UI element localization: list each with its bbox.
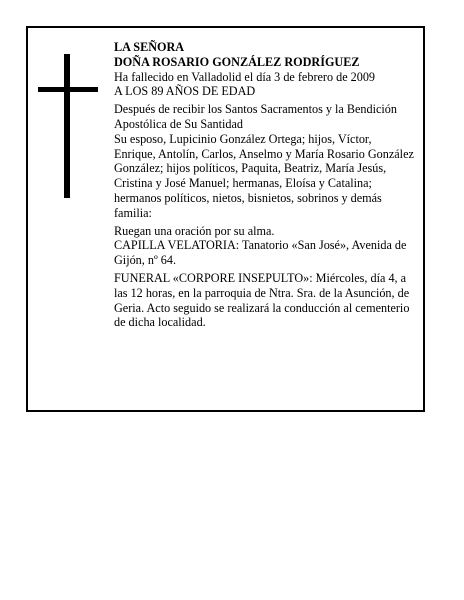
age-line: A LOS 89 AÑOS DE EDAD <box>114 84 256 99</box>
sacraments-line: Después de recibir los Santos Sacramentos y la Bendición Apostólica de Su Santidad <box>114 102 397 131</box>
notice-body <box>114 40 414 330</box>
deceased-name: DOÑA ROSARIO GONZÁLEZ RODRÍGUEZ <box>114 54 360 69</box>
cross-icon <box>38 54 98 198</box>
family-list: Su esposo, Lupicinio González Ortega; hijos, Víctor, Enrique, Antolín, Carlos, Anselmo y María Rosario González González; hijos políticos, Paquita, Beatriz, María Jesús, Cristina y José Manuel; hermanas, Eloísa y Catalina; hermanos políticos, nietos, bisnietos, sobrinos y demás familia: <box>114 131 414 220</box>
prayer-line: Ruegan una oración por su alma. <box>114 223 275 238</box>
cross-horizontal-bar <box>38 87 98 92</box>
death-line: Ha fallecido en Valladolid el día 3 de febrero de 2009 <box>114 69 376 84</box>
chapel-info: CAPILLA VELATORIA: Tanatorio «San José», Avenida de Gijón, nº 64. <box>114 238 407 268</box>
cross-vertical-bar <box>64 54 70 198</box>
funeral-info: FUNERAL «CORPORE INSEPULTO»: Miércoles, día 4, a las 12 horas, en la parroquia de Ntra. Sra. de la Asunción, de Geria. Acto seguido se realizará la conducción al cementerio de dicha localidad. <box>114 270 410 330</box>
notice-title: LA SEÑORA <box>114 40 185 54</box>
